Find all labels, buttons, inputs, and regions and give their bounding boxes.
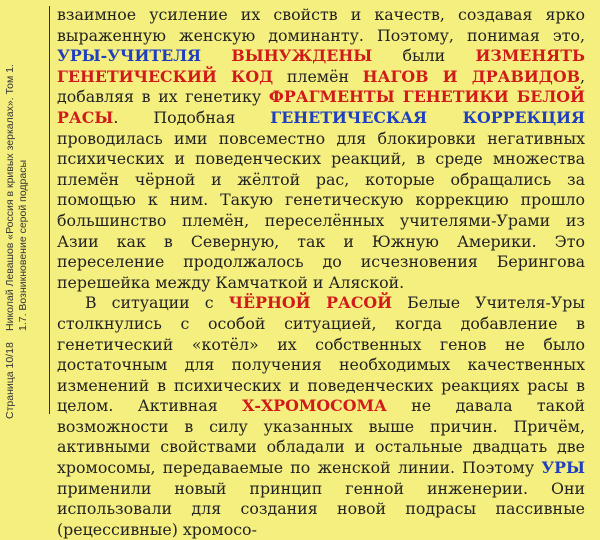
margin-divider (49, 6, 50, 414)
highlight-genetic-correction: ГЕНЕТИЧЕСКАЯ КОРРЕКЦИЯ (270, 107, 585, 127)
text-run: применили новый принцип генной инженерии. Они использовали для создания новой подрасы пассивные (рецессивные) хромосо- (57, 478, 585, 539)
text-body (57, 5, 585, 540)
text-run: не давала такой возможности в силу указанных выше причин. Причём, активными свойствами обладали и остальные двадцать две хромосомы, передаваемые по женской линии. Поэтому (57, 396, 585, 478)
highlight-white-race-fragments: ФРАГМЕНТЫ ГЕНЕТИКИ БЕЛОЙ РАСЫ (57, 87, 585, 127)
highlight-change-genetic-code: ИЗМЕНЯТЬ ГЕНЕТИЧЕСКИЙ КОД (57, 46, 585, 86)
side-caption (0, 0, 46, 423)
text-run: были (372, 46, 476, 66)
book-source: Николай Левашов «Россия в кривых зеркалах». Том 1. (4, 64, 16, 331)
paragraph-1 (57, 5, 585, 293)
text-run: проводилась ими повсеместно для блокировки негативных психических и поведенческих реакций, в среде множества племён чёрной и жёлтой рас, которые обращались за помощью к ним. Такую генетическую коррекцию прошло большинство племён, переселённых учителями-Урами из Азии как в Северную, так и Южную Америки. Это переселение продолжалось до исчезновения Берингова перешейка между Камчаткой и Аляской. (57, 128, 585, 292)
highlight-x-chromosome: Х-ХРОМОСОМА (242, 396, 387, 416)
text-run: племён (273, 66, 363, 86)
page-number: Страница 10/18 (4, 342, 16, 419)
section-title: 1.7. Возникновение серой подрасы (17, 159, 29, 331)
highlight-black-race: ЧЁРНОЙ РАСОЙ (228, 293, 393, 313)
highlight-forced: ВЫНУЖДЕНЫ (231, 46, 373, 66)
text-run: . Подобная (113, 107, 271, 127)
highlight-nagas-dravidians: НАГОВ И ДРАВИДОВ (362, 66, 580, 86)
text-run: взаимное усиление их свойств и качеств, создавая ярко выраженную женскую доминанту. Поэтому, понимая это, (57, 5, 585, 45)
text-run: , добавляя в их генетику (57, 66, 586, 107)
paragraph-2 (57, 293, 585, 540)
text-run (201, 46, 231, 65)
highlight-ury: УРЫ (541, 458, 585, 478)
text-run: В ситуации с (85, 293, 229, 313)
text-run: Белые Учителя-Уры столкнулись с особой ситуацией, когда добавление в генетический «котёл» их собственных генов не было достаточным для получения необходимых качественных изменений в психических и поведенческих реакциях расы в целом. Активная (57, 293, 585, 416)
highlight-ury-teachers: УРЫ-УЧИТЕЛЯ (57, 46, 202, 66)
